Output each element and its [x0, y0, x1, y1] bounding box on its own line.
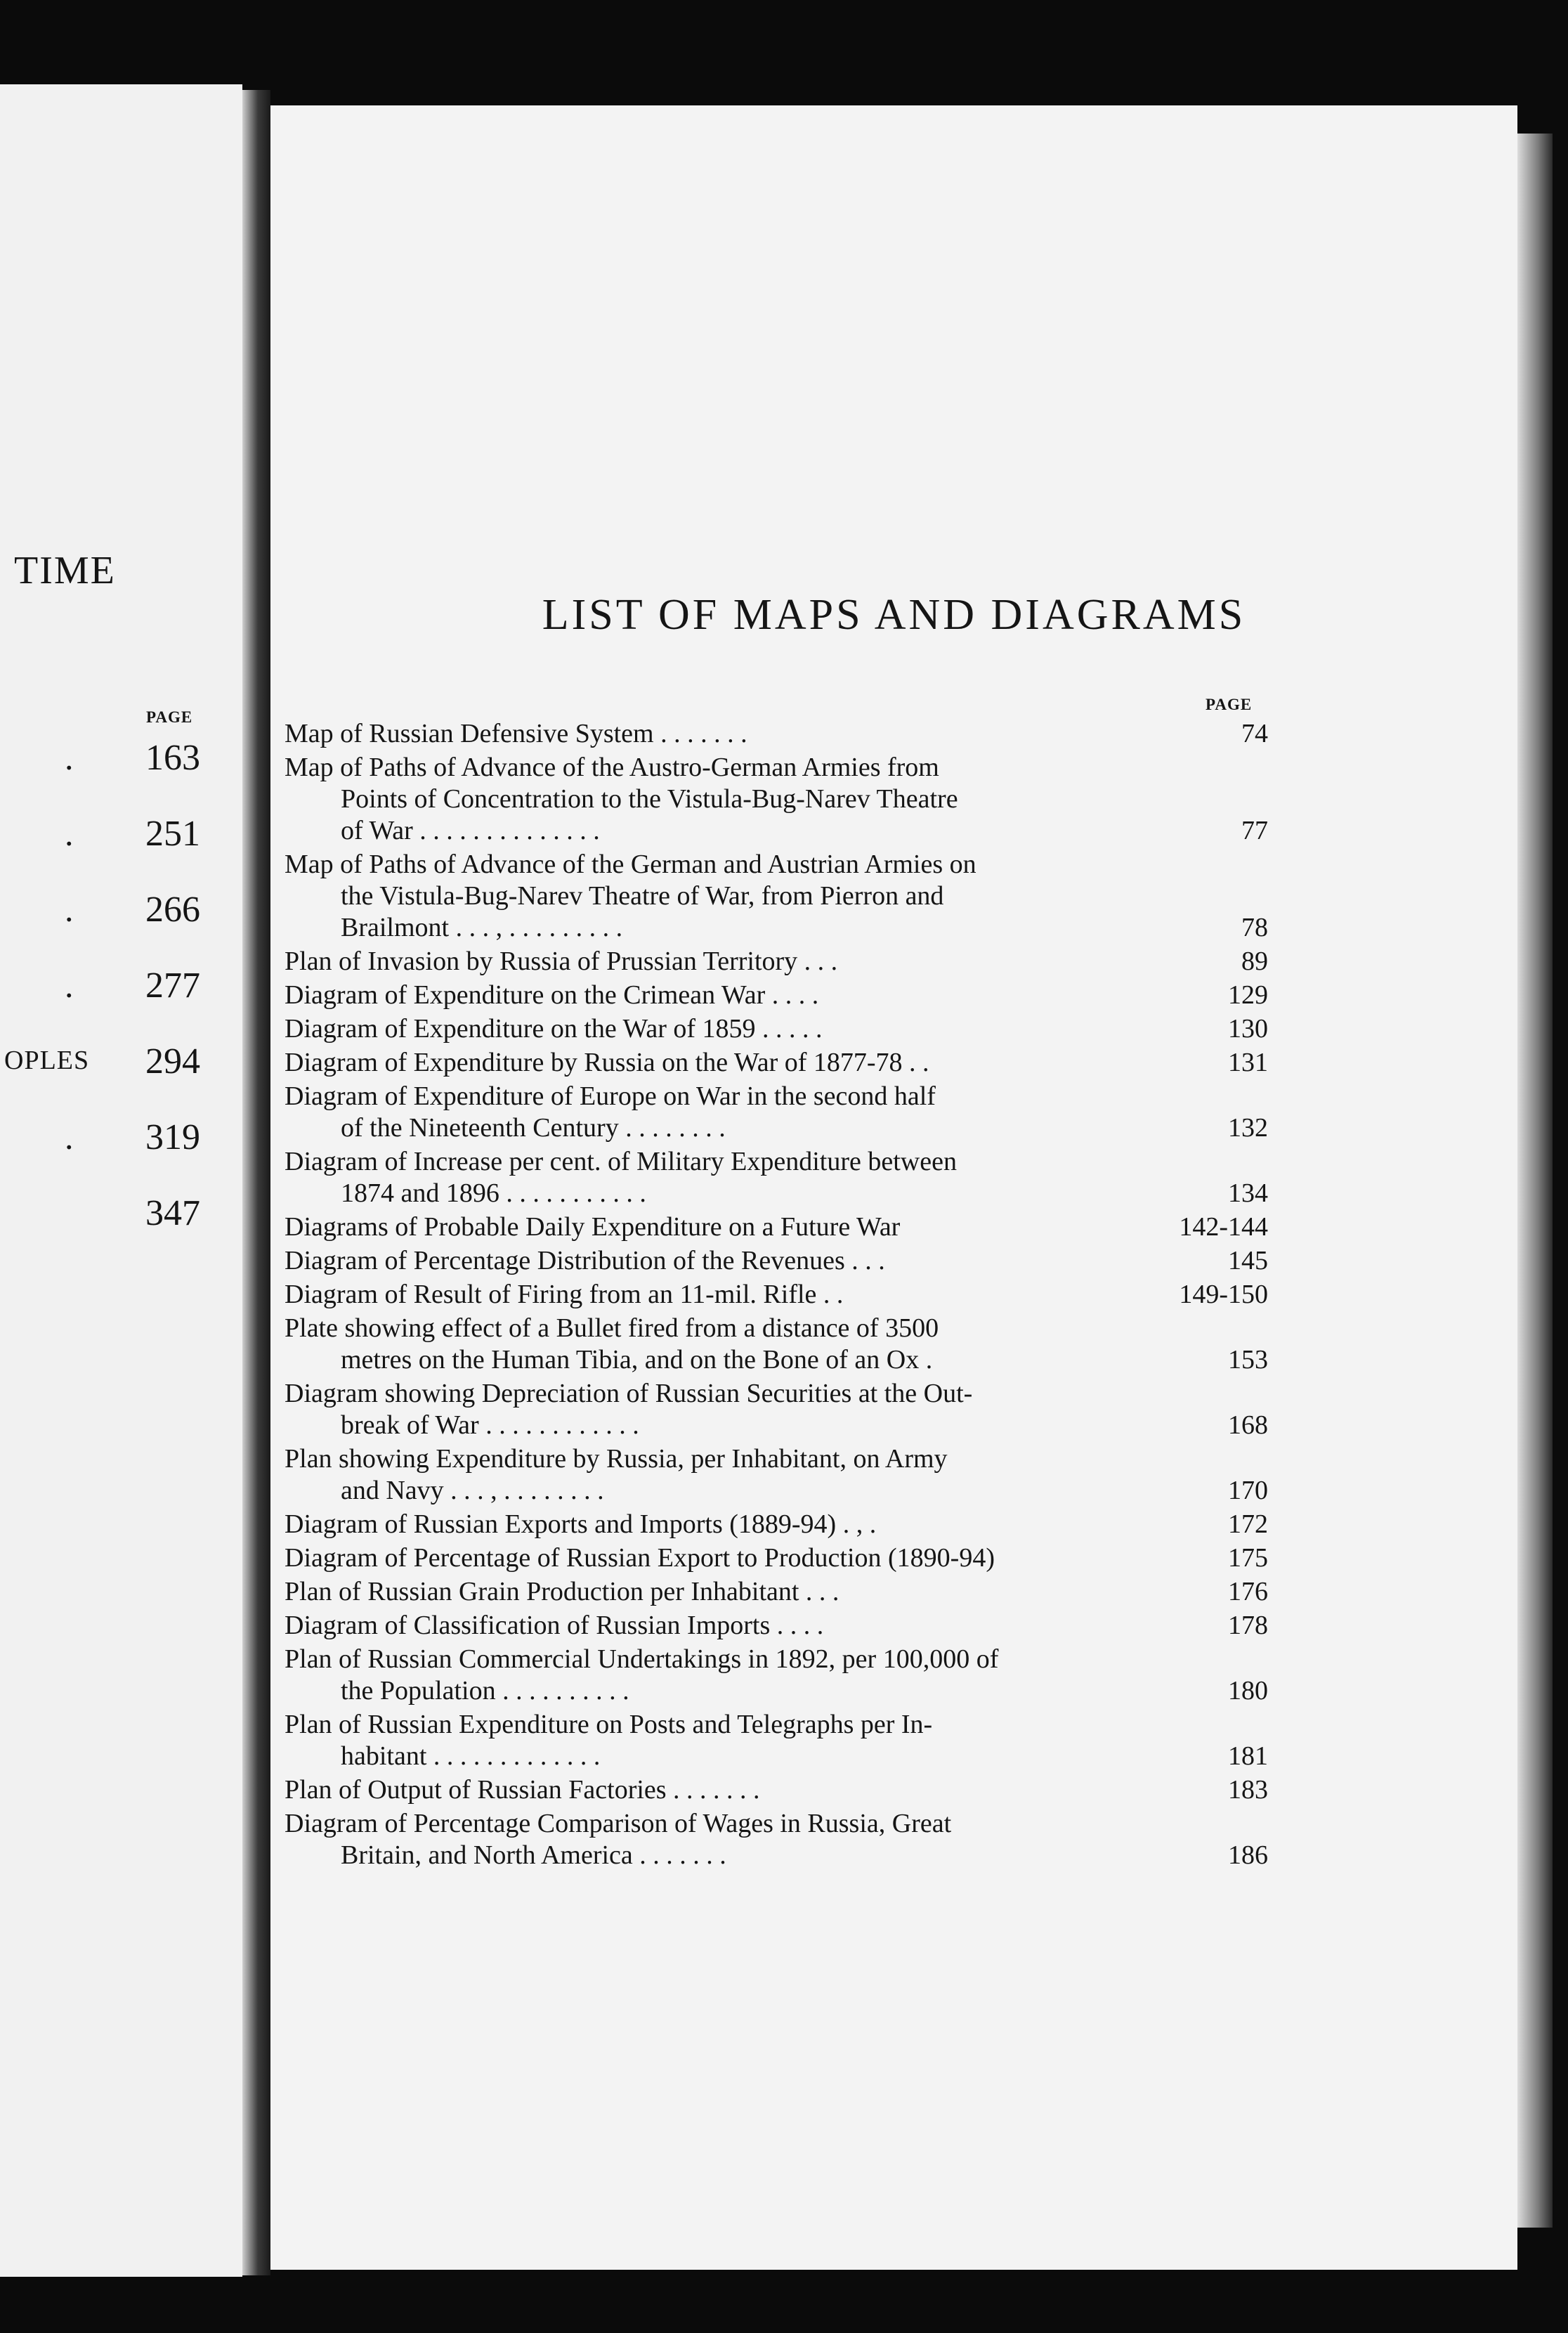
left-page-row	[0, 890, 232, 969]
left-page-row	[0, 814, 232, 893]
entry-line: Diagram of Percentage of Russian Export to Production (1890-94)	[285, 1543, 995, 1573]
entry-line: habitant . . . . . . . . . . . . .	[341, 1741, 601, 1771]
entry-page-number: 186	[1228, 1840, 1268, 1870]
list-entry	[285, 1509, 1268, 1540]
book-gutter	[242, 90, 270, 2275]
entry-line: Diagram of Expenditure of Europe on War in the second half	[285, 1081, 936, 1111]
entry-page-number: 149-150	[1179, 1280, 1268, 1309]
list-entry	[285, 1774, 1268, 1806]
maps-diagrams-list	[285, 718, 1268, 1873]
list-entry	[285, 849, 1268, 944]
entry-line: Map of Russian Defensive System . . . . . . .	[285, 719, 747, 748]
entry-line: Plan of Russian Grain Production per Inhabitant . . .	[285, 1577, 839, 1606]
list-entry	[285, 1644, 1268, 1707]
left-page-row	[0, 1117, 232, 1197]
entry-page-number: 168	[1228, 1410, 1268, 1440]
entry-line: Plan of Russian Commercial Undertakings in 1892, per 100,000 of	[285, 1644, 999, 1674]
left-row-page-number: 347	[145, 1193, 200, 1233]
entry-line: Plan showing Expenditure by Russia, per Inhabitant, on Army	[285, 1444, 948, 1474]
list-entry	[285, 1211, 1268, 1243]
list-entry	[285, 1378, 1268, 1441]
entry-page-number: 175	[1228, 1543, 1268, 1573]
left-row-page-number: 294	[145, 1041, 200, 1081]
list-entry	[285, 946, 1268, 977]
page-title: LIST OF MAPS AND DIAGRAMS	[542, 591, 1246, 639]
list-entry	[285, 1542, 1268, 1574]
left-page-heading: TIME	[14, 549, 116, 592]
left-row-page-number: 266	[145, 890, 200, 930]
entry-line: Diagram of Percentage Distribution of the Revenues . . .	[285, 1246, 885, 1275]
entry-line: Brailmont . . . , . . . . . . . . .	[341, 913, 623, 942]
entry-line: Plan of Russian Expenditure on Posts and Telegraphs per In-	[285, 1710, 933, 1739]
left-row-page-number: 319	[145, 1117, 200, 1157]
list-entry	[285, 1610, 1268, 1642]
entry-line: Diagram of Percentage Comparison of Wages in Russia, Great	[285, 1809, 952, 1838]
entry-line: Britain, and North America . . . . . . .	[341, 1840, 726, 1870]
entry-page-number: 176	[1228, 1577, 1268, 1606]
entry-page-number: 172	[1228, 1509, 1268, 1539]
entry-page-number: 77	[1241, 816, 1268, 845]
left-row-text: OPLES	[4, 1046, 90, 1075]
entry-page-number: 178	[1228, 1611, 1268, 1640]
list-entry	[285, 1576, 1268, 1608]
entry-line: Plate showing effect of a Bullet fired from a distance of 3500	[285, 1313, 939, 1343]
entry-page-number: 130	[1228, 1014, 1268, 1044]
list-entry	[285, 1279, 1268, 1311]
entry-line: Map of Paths of Advance of the Austro-German Armies from	[285, 753, 939, 782]
entry-page-number: 89	[1241, 947, 1268, 976]
entry-page-number: 129	[1228, 980, 1268, 1010]
entry-page-number: 170	[1228, 1476, 1268, 1505]
entry-page-number: 180	[1228, 1676, 1268, 1705]
entry-line: Diagram of Expenditure on the Crimean War . . . .	[285, 980, 819, 1010]
left-page-row	[0, 966, 232, 1045]
list-entry	[285, 1047, 1268, 1079]
page-edge	[1517, 134, 1553, 2228]
entry-line: Plan of Output of Russian Factories . . . . . . .	[285, 1775, 760, 1805]
page-column-label: PAGE	[1206, 696, 1253, 713]
left-page-rows	[0, 738, 232, 1273]
entry-line: of the Nineteenth Century . . . . . . . .	[341, 1113, 726, 1143]
list-entry	[285, 1808, 1268, 1871]
list-entry	[285, 980, 1268, 1011]
left-row-leader-dot: .	[65, 890, 74, 929]
left-row-leader-dot: .	[65, 814, 74, 853]
entry-page-number: 132	[1228, 1113, 1268, 1143]
left-page-row	[0, 738, 232, 817]
list-entry	[285, 1709, 1268, 1772]
left-row-page-number: 163	[145, 738, 200, 778]
left-row-leader-dot: .	[65, 966, 74, 1005]
entry-line: Map of Paths of Advance of the German and Austrian Armies on	[285, 850, 976, 879]
entry-line: Points of Concentration to the Vistula-Bug-Narev Theatre	[341, 784, 958, 814]
entry-line: and Navy . . . , . . . . . . . .	[341, 1476, 604, 1505]
entry-page-number: 134	[1228, 1178, 1268, 1208]
entry-page-number: 142-144	[1179, 1212, 1268, 1242]
list-entry	[285, 1146, 1268, 1209]
entry-line: the Population . . . . . . . . . .	[341, 1676, 629, 1705]
entry-line: of War . . . . . . . . . . . . . .	[341, 816, 600, 845]
entry-line: Diagram of Classification of Russian Imports . . . .	[285, 1611, 824, 1640]
entry-line: Diagram showing Depreciation of Russian Securities at the Out-	[285, 1379, 973, 1408]
left-book-page	[0, 84, 242, 2277]
entry-page-number: 181	[1228, 1741, 1268, 1771]
entry-line: Diagram of Result of Firing from an 11-mil. Rifle . .	[285, 1280, 844, 1309]
entry-line: Plan of Invasion by Russia of Prussian Territory . . .	[285, 947, 838, 976]
list-entry	[285, 1313, 1268, 1376]
entry-page-number: 145	[1228, 1246, 1268, 1275]
left-page-row	[0, 1041, 232, 1121]
entry-line: Diagrams of Probable Daily Expenditure on a Future War	[285, 1212, 901, 1242]
list-entry	[285, 1013, 1268, 1045]
list-entry	[285, 1081, 1268, 1144]
left-page-row	[0, 1193, 232, 1273]
entry-line: Diagram of Expenditure on the War of 1859 . . . . .	[285, 1014, 823, 1044]
entry-page-number: 78	[1241, 913, 1268, 942]
entry-page-number: 153	[1228, 1345, 1268, 1375]
entry-page-number: 131	[1228, 1048, 1268, 1077]
list-entry	[285, 718, 1268, 750]
left-row-leader-dot: .	[65, 738, 74, 777]
entry-page-number: 183	[1228, 1775, 1268, 1805]
entry-line: Diagram of Expenditure by Russia on the War of 1877-78 . .	[285, 1048, 929, 1077]
list-entry	[285, 1245, 1268, 1277]
entry-line: metres on the Human Tibia, and on the Bone of an Ox .	[341, 1345, 933, 1375]
list-entry	[285, 1443, 1268, 1507]
left-row-leader-dot: .	[65, 1117, 74, 1157]
entry-line: break of War . . . . . . . . . . . .	[341, 1410, 639, 1440]
entry-line: the Vistula-Bug-Narev Theatre of War, from Pierron and	[341, 881, 944, 911]
entry-line: Diagram of Russian Exports and Imports (1889-94) . , .	[285, 1509, 877, 1539]
left-page-column-label: PAGE	[146, 708, 193, 726]
entry-line: 1874 and 1896 . . . . . . . . . . .	[341, 1178, 646, 1208]
list-entry	[285, 752, 1268, 847]
entry-line: Diagram of Increase per cent. of Military Expenditure between	[285, 1147, 957, 1176]
entry-page-number: 74	[1241, 719, 1268, 748]
left-row-page-number: 277	[145, 966, 200, 1006]
left-row-page-number: 251	[145, 814, 200, 854]
